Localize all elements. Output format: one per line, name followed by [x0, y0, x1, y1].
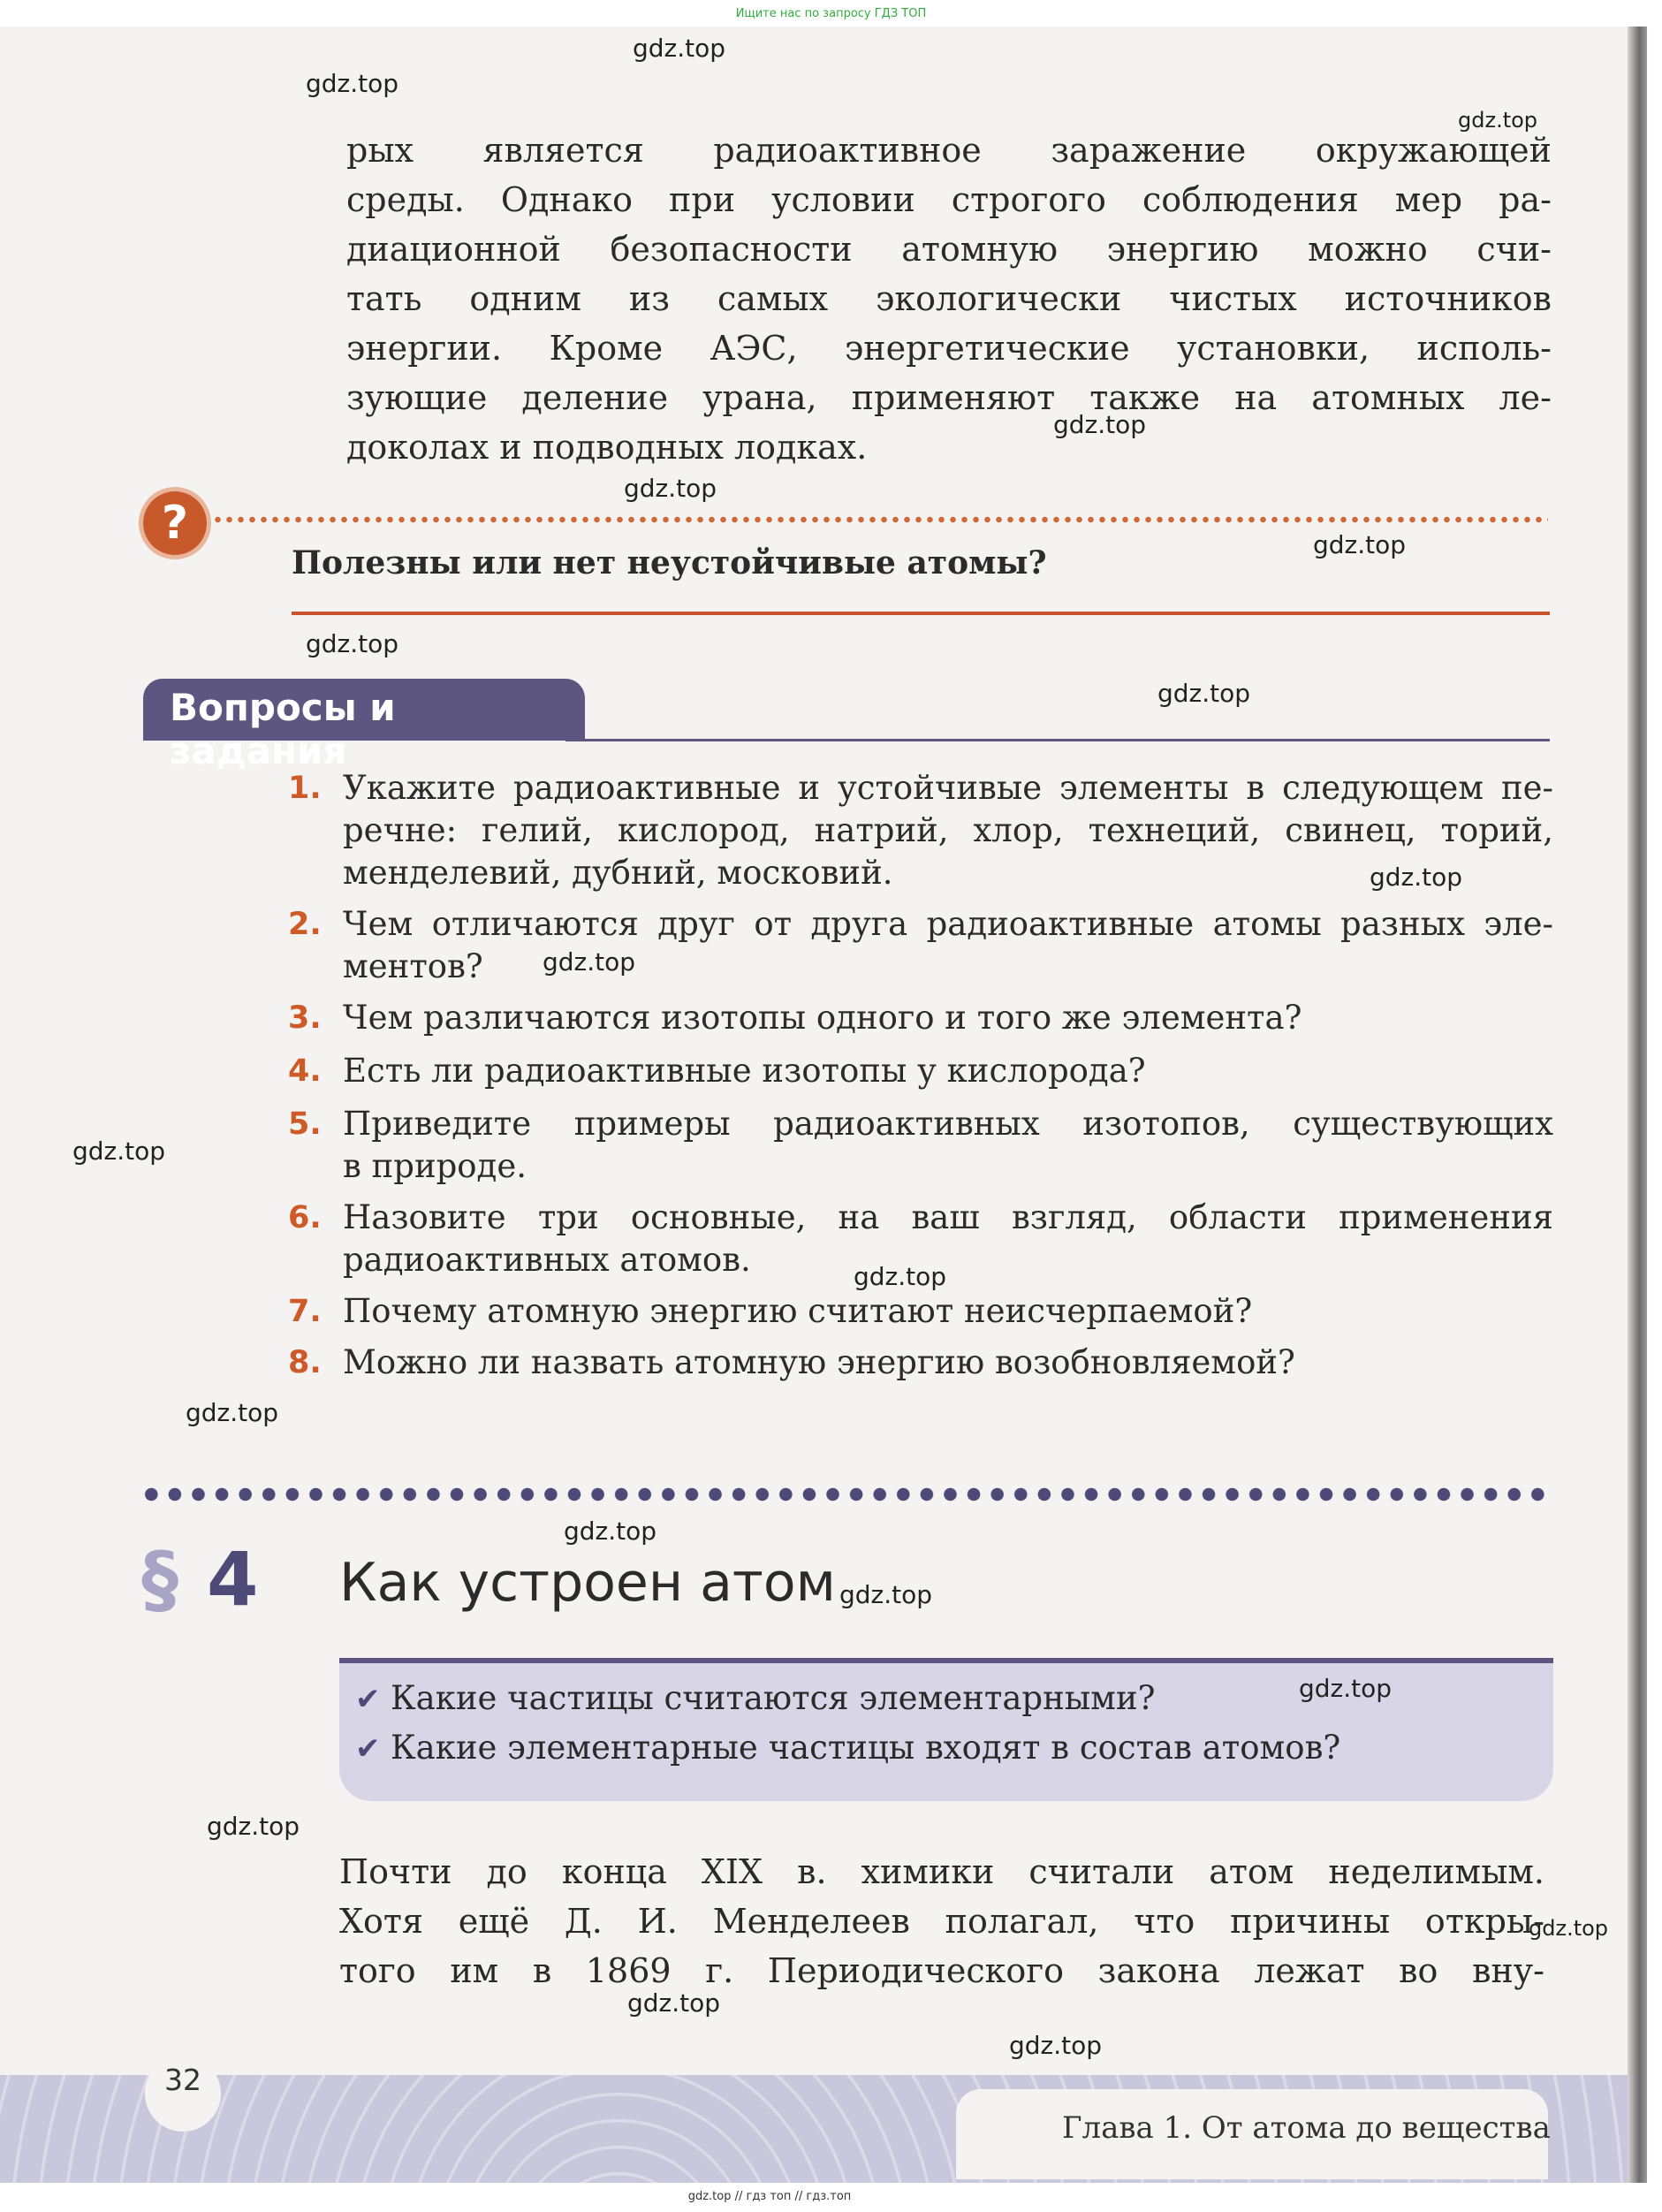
body-paragraph [339, 1847, 1544, 1995]
task-line: Чем отличаются друг от друга радиоактивные атомы разных эле- [343, 905, 1553, 943]
task-number: 4. [288, 1053, 322, 1089]
task-line: Есть ли радиоактивные изотопы у кислорода? [343, 1052, 1146, 1090]
intro-line: тать одним из самых экологически чистых источников [346, 279, 1552, 318]
watermark: gdz.top [186, 1398, 279, 1427]
watermark: gdz.top [633, 34, 726, 63]
watermark: gdz.top [1157, 679, 1251, 708]
task-item [288, 767, 1553, 894]
question-rule [292, 612, 1550, 615]
watermark: gdz.top [1299, 1674, 1393, 1703]
watermark: gdz.top [1529, 1916, 1609, 1941]
task-item [288, 997, 1553, 1039]
task-line: Чем различаются изотопы одного и того же элемента? [343, 999, 1302, 1037]
task-number: 8. [288, 1345, 322, 1380]
section-number: 4 [207, 1536, 259, 1623]
question-icon: ? [143, 491, 207, 555]
book-spine [1628, 27, 1647, 2183]
dotted-divider [212, 516, 1548, 523]
task-line: ментов? [343, 947, 483, 985]
watermark: gdz.top [854, 1262, 947, 1291]
intro-line: диационной безопасности атомную энергию можно счи- [346, 230, 1552, 269]
page-number: 32 [164, 2063, 201, 2097]
tasks-title: Вопросы и задания [170, 686, 396, 772]
intro-line: рых является радиоактивное заражение окружающей [346, 131, 1552, 170]
task-line: Можно ли назвать атомную энергию возобновляемой? [343, 1343, 1295, 1381]
task-line: Укажите радиоактивные и устойчивые элементы в следующем пе- [343, 769, 1553, 807]
task-item [288, 1103, 1553, 1188]
goal-text: Какие частицы считаются элементарными? [391, 1679, 1156, 1717]
task-item [288, 1290, 1553, 1333]
task-number: 7. [288, 1294, 322, 1329]
task-number: 2. [288, 907, 322, 942]
task-line: Назовите три основные, на ваш взгляд, области применения [343, 1198, 1553, 1236]
goal-item [355, 1729, 1340, 1767]
goal-item [355, 1679, 1155, 1717]
section-divider [140, 1486, 1553, 1502]
task-line: радиоактивных атомов. [343, 1241, 751, 1279]
task-line: в природе. [343, 1147, 527, 1185]
task-line: Почему атомную энергию считают неисчерпаемой? [343, 1292, 1253, 1330]
section-title: Как устроен атом [339, 1552, 836, 1614]
task-line: менделевий, дубний, московий. [343, 854, 893, 892]
task-number: 6. [288, 1200, 322, 1235]
watermark: gdz.top [1009, 2031, 1103, 2060]
check-icon: ✔ [355, 1682, 381, 1717]
question-text: Полезны или нет неустойчивые атомы? [292, 544, 1047, 582]
watermark: gdz.top [839, 1580, 933, 1609]
intro-paragraph [346, 125, 1552, 472]
watermark: gdz.top [1370, 863, 1463, 892]
watermark: gdz.top [1313, 530, 1407, 559]
tasks-header [143, 679, 585, 772]
header-note: Ищите нас по запросу ГДЗ ТОП [735, 7, 927, 20]
intro-line: доколах и подводных лодках. [346, 428, 868, 467]
task-number: 1. [288, 771, 322, 806]
footer-note: gdz.top // гдз топ // гдз.топ [687, 2190, 852, 2203]
task-line: Приведите примеры радиоактивных изотопов, существующих [343, 1105, 1553, 1143]
watermark: gdz.top [207, 1812, 300, 1841]
task-item [288, 1342, 1553, 1384]
body-line: того им в 1869 г. Периодического закона лежат во вну- [339, 1951, 1544, 1990]
check-icon: ✔ [355, 1731, 381, 1767]
tasks-rule [565, 739, 1550, 741]
task-item [288, 1050, 1553, 1092]
watermark: gdz.top [1053, 410, 1147, 439]
goal-text: Какие элементарные частицы входят в состав атомов? [391, 1729, 1341, 1767]
task-line: речне: гелий, кислород, натрий, хлор, технеций, свинец, торий, [343, 811, 1553, 849]
watermark: gdz.top [1458, 108, 1538, 133]
chapter-title: Глава 1. От атома до вещества [1062, 2110, 1551, 2146]
task-number: 5. [288, 1106, 322, 1142]
watermark: gdz.top [627, 1988, 721, 2018]
intro-line: энергии. Кроме АЭС, энергетические установки, исполь- [346, 329, 1552, 368]
section-sign: § [141, 1536, 178, 1623]
task-item [288, 903, 1553, 988]
intro-line: среды. Однако при условии строгого соблюдения мер ра- [346, 180, 1552, 219]
watermark: gdz.top [543, 947, 636, 977]
task-number: 3. [288, 1000, 322, 1036]
body-line: Хотя ещё Д. И. Менделеев полагал, что причины откры- [339, 1902, 1544, 1941]
watermark: gdz.top [306, 69, 399, 98]
body-line: Почти до конца XIX в. химики считали атом неделимым. [339, 1852, 1544, 1891]
watermark: gdz.top [624, 474, 717, 503]
watermark: gdz.top [306, 629, 399, 658]
watermark: gdz.top [72, 1136, 166, 1166]
intro-line: зующие деление урана, применяют также на атомных ле- [346, 378, 1552, 417]
watermark: gdz.top [564, 1516, 657, 1546]
